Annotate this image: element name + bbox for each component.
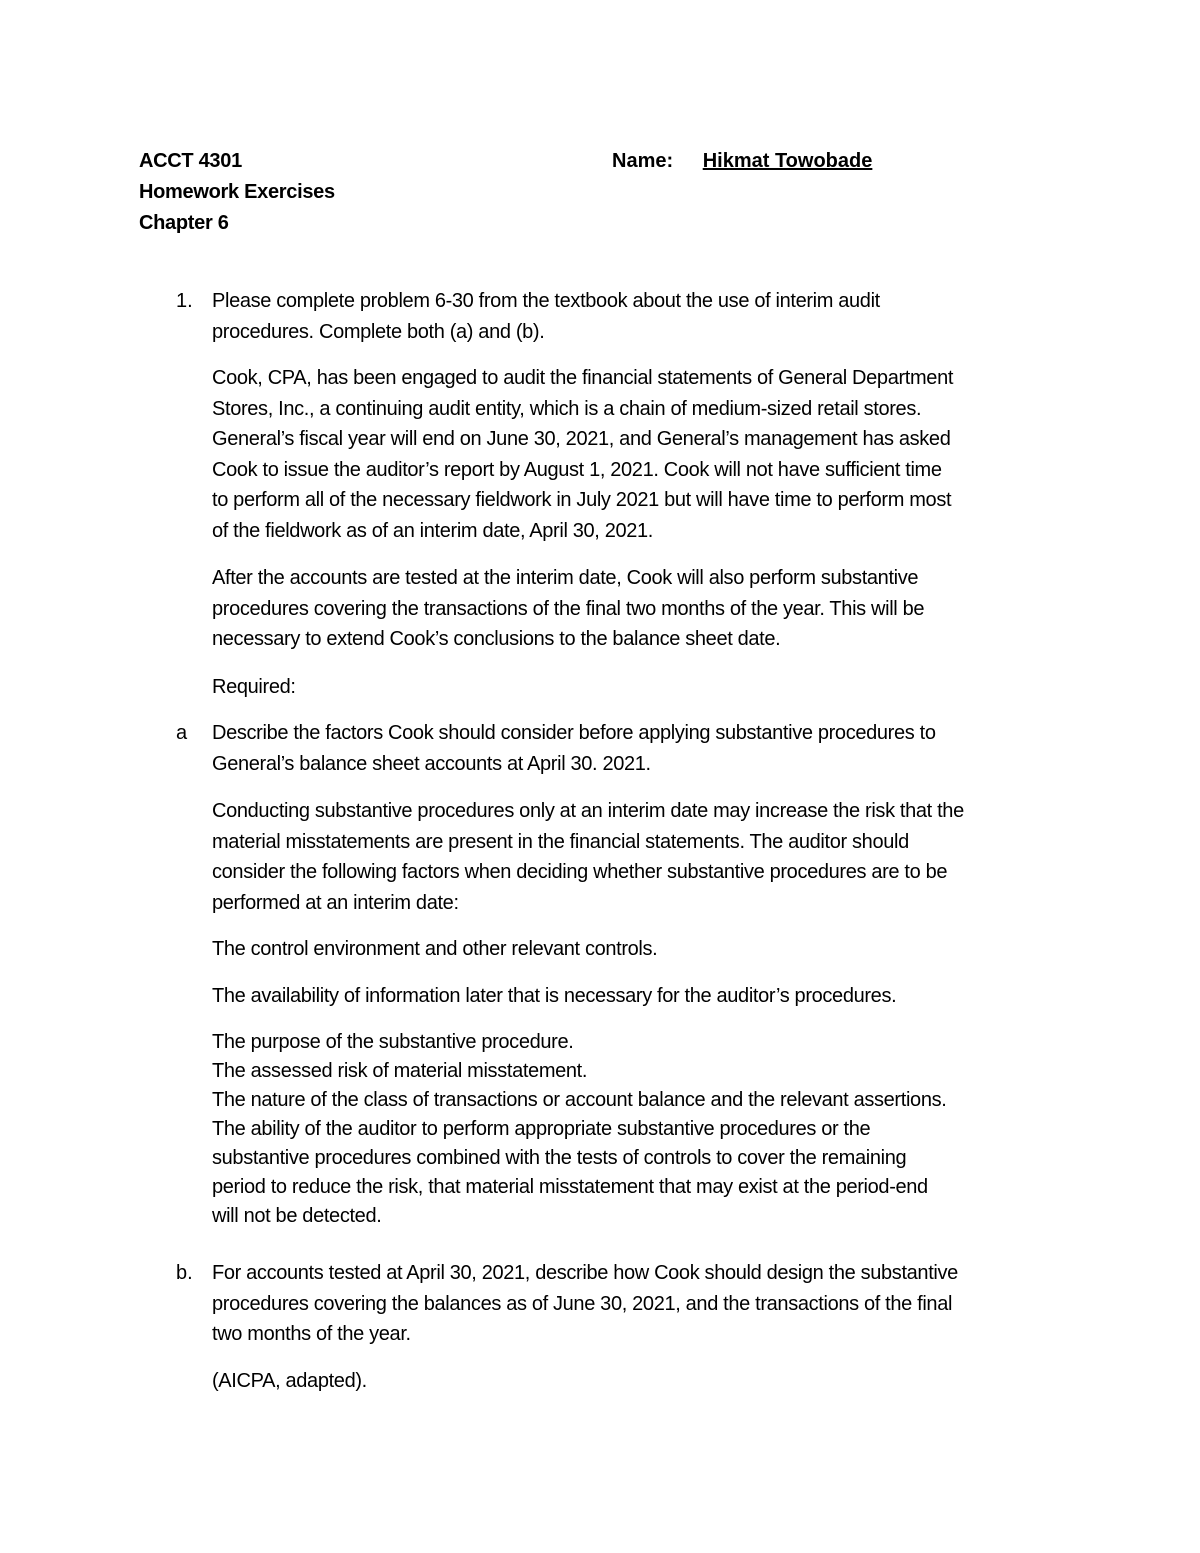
text-line: General’s balance sheet accounts at April 30. 2021. — [212, 752, 651, 775]
text-line: General’s fiscal year will end on June 30, 2021, and General’s management has asked — [212, 428, 951, 450]
factor-availability: The availability of information later that is necessary for the auditor’s procedures. — [212, 985, 897, 1007]
name-field — [612, 146, 908, 177]
document-title: Homework Exercises — [139, 181, 335, 203]
part-b-marker: b. — [176, 1262, 193, 1284]
text-line: The purpose of the substantive procedure. — [212, 1031, 574, 1053]
text-line: performed at an interim date: — [212, 891, 459, 914]
text-line: procedures. Complete both (a) and (b). — [212, 320, 545, 343]
part-b-question — [212, 1258, 1102, 1350]
text-line: of the fieldwork as of an interim date, April 30, 2021. — [212, 519, 654, 542]
course-code: ACCT 4301 — [139, 150, 242, 172]
text-line: substantive procedures combined with the tests of controls to cover the remaining — [212, 1147, 907, 1169]
text-line: two months of the year. — [212, 1323, 411, 1345]
factor-list — [212, 1028, 1102, 1231]
text-line: procedures covering the balances as of June 30, 2021, and the transactions of the final — [212, 1292, 953, 1315]
part-a-question — [212, 718, 1102, 779]
factor-control-environment: The control environment and other relevant controls. — [212, 938, 658, 960]
question-number: 1. — [176, 290, 193, 312]
part-a-answer — [212, 796, 1102, 918]
text-line: Conducting substantive procedures only at an interim date may increase the risk that the — [212, 800, 964, 822]
text-line: Please complete problem 6-30 from the textbook about the use of interim audit — [212, 290, 880, 312]
part-a-marker: a — [176, 722, 188, 744]
student-name: Hikmat Towobade — [702, 150, 873, 172]
text-line: The assessed risk of material misstatement. — [212, 1060, 588, 1082]
source-citation: (AICPA, adapted). — [212, 1370, 367, 1392]
text-line: necessary to extend Cook’s conclusions to the balance sheet date. — [212, 628, 781, 650]
case-paragraph-2 — [212, 563, 1102, 655]
required-label: Required: — [212, 676, 296, 698]
question-prompt — [212, 286, 1102, 347]
text-line: Describe the factors Cook should consider before applying substantive procedures to — [212, 722, 936, 744]
text-line: The nature of the class of transactions or account balance and the relevant assertions. — [212, 1089, 947, 1111]
text-line: After the accounts are tested at the interim date, Cook will also perform substantive — [212, 567, 919, 589]
text-line: period to reduce the risk, that material misstatement that may exist at the period-end — [212, 1176, 928, 1198]
name-label: Name: — [612, 150, 674, 172]
chapter-label: Chapter 6 — [139, 212, 229, 234]
text-line: consider the following factors when deciding whether substantive procedures are to be — [212, 861, 948, 883]
text-line: For accounts tested at April 30, 2021, describe how Cook should design the substantive — [212, 1262, 958, 1284]
text-line: Cook, CPA, has been engaged to audit the financial statements of General Department — [212, 367, 954, 389]
text-line: Cook to issue the auditor’s report by August 1, 2021. Cook will not have sufficient time — [212, 458, 942, 481]
text-line: material misstatements are present in the financial statements. The auditor should — [212, 830, 909, 853]
text-line: procedures covering the transactions of the final two months of the year. This will be — [212, 597, 925, 620]
text-line: The ability of the auditor to perform appropriate substantive procedures or the — [212, 1118, 871, 1140]
text-line: will not be detected. — [212, 1205, 382, 1227]
text-line: Stores, Inc., a continuing audit entity, which is a chain of medium-sized retail stores. — [212, 397, 922, 420]
text-line: to perform all of the necessary fieldwork in July 2021 but will have time to perform most — [212, 489, 952, 511]
case-paragraph — [212, 363, 1102, 546]
